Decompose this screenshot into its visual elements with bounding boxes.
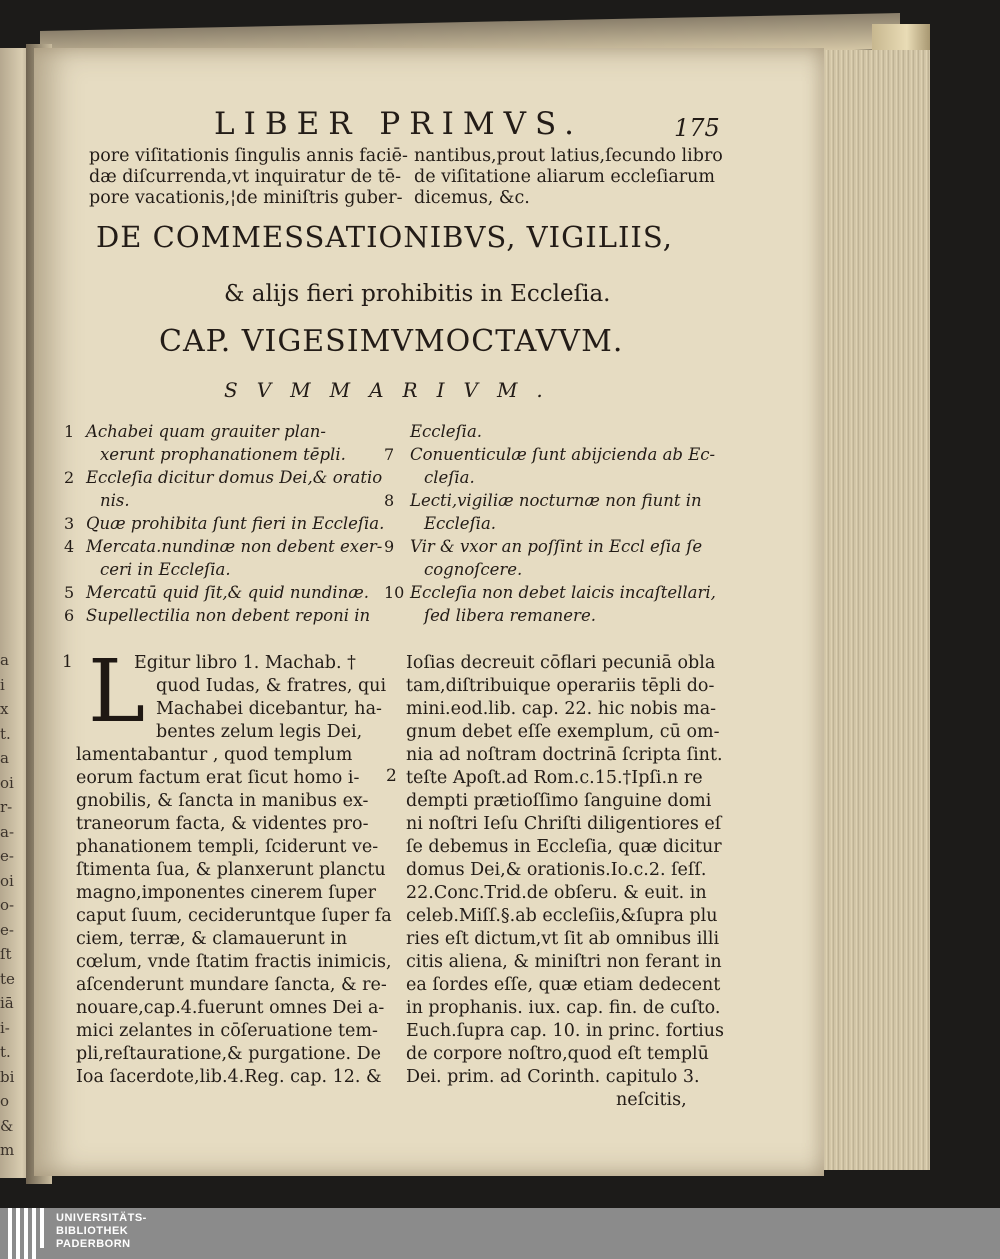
body-text-line: Euch.ſupra cap. 10. in princ. fortius <box>406 1021 724 1041</box>
previous-page-fragment: e- <box>0 847 14 865</box>
previous-page-fragment: r- <box>0 798 13 816</box>
summary-item-number: 9 <box>384 537 395 556</box>
summary-item-text: cleſia. <box>424 468 475 487</box>
body-text-line: domus Dei,& orationis.Io.c.2. ſeſſ. <box>406 860 707 880</box>
previous-page-fragment: i <box>0 675 5 694</box>
summary-item-text: cognoſcere. <box>424 560 523 579</box>
body-text-line: in prophanis. iux. cap. fin. de cuſto. <box>406 998 721 1018</box>
previous-page-fragment: t. <box>0 724 11 743</box>
body-text-line: nia ad noſtram doctrinā ſcripta ſint. <box>406 745 723 765</box>
summary-line <box>384 466 724 489</box>
book-page <box>34 48 824 1176</box>
summary-item-text: Eccleſia. <box>410 422 483 441</box>
body-text-line: mici zelantes in cōſeruatione tem- <box>76 1021 378 1041</box>
previous-page-fragment: ſt <box>0 945 12 963</box>
summary-line <box>384 512 724 535</box>
previous-page-fragment: a <box>0 749 9 767</box>
body-text-line: teſte Apoſt.ad Rom.c.15.†Ipſi.n re <box>406 768 703 788</box>
summary-item-text: Mercatū quid ſit,& quid nundinæ. <box>86 583 369 602</box>
previous-page-fragment: e- <box>0 920 14 939</box>
body-text-line: ries eſt dictum,vt ſit ab omnibus illi <box>406 929 720 949</box>
text-line: dæ diſcurrenda,vt inquiratur de tē- <box>89 167 401 187</box>
body-text-line: bentes zelum legis Dei, <box>156 722 363 742</box>
body-text-line: Dei. prim. ad Corinth. capitulo 3. <box>406 1067 700 1087</box>
summary-line <box>384 489 724 512</box>
previous-page-fragment: m <box>0 1141 15 1159</box>
summary-line <box>384 604 724 627</box>
previous-page-fragment: t. <box>0 1043 11 1061</box>
body-text-line: dempti prætioſſimo ſanguine domi <box>406 791 712 811</box>
summary-item-text: Achabei quam grauiter plan- <box>86 422 326 441</box>
margin-number-right: 2 <box>386 766 397 786</box>
running-head: LIBER PRIMVS. <box>214 106 583 142</box>
previous-page-fragment: & <box>0 1116 14 1135</box>
body-text-line: tam,diſtribuique operariis tēpli do- <box>406 676 715 696</box>
previous-page-fragment: bi <box>0 1067 15 1086</box>
body-text-line: quod Iudas, & fratres, qui <box>156 676 387 696</box>
summary-item-text: nis. <box>100 491 130 510</box>
summary-line <box>64 420 394 443</box>
body-text-line: traneorum facta, & videntes pro- <box>76 814 369 834</box>
summary-line <box>64 558 394 581</box>
body-text-line: lamentabantur , quod templum <box>76 745 353 765</box>
summary-item-number: 4 <box>64 537 75 556</box>
summary-item-text: Eccleſia dicitur domus Dei,& oratio <box>86 468 383 487</box>
summary-left-column <box>64 420 394 627</box>
chapter-title-line2: & alijs fieri prohibitis in Eccleſia. <box>224 281 611 307</box>
summary-line <box>64 466 394 489</box>
margin-number-left: 1 <box>62 652 73 672</box>
previous-page-fragment: o <box>0 1092 10 1110</box>
body-text-line: Egitur libro 1. Machab. † <box>134 653 356 673</box>
text-line: nantibus,prout latius,ſecundo libro <box>414 146 723 166</box>
drop-cap: L <box>88 642 146 742</box>
previous-page-fragment: iā <box>0 994 14 1012</box>
previous-page-fragment: oi <box>0 773 14 792</box>
body-text-line: cœlum, vnde ſtatim fractis inimicis, <box>76 952 392 972</box>
body-text-line: celeb.Miſſ.§.ab eccleſiis,&ſupra plu <box>406 906 718 926</box>
summary-item-number: 1 <box>64 422 75 441</box>
chapter-number: CAP. VIGESIMVMOCTAVVM. <box>159 324 624 359</box>
summary-item-text: Mercata.nundinæ non debent exer- <box>86 537 383 556</box>
body-text-line: 22.Conc.Trid.de obſeru. & euit. in <box>406 883 707 903</box>
body-text-line: citis aliena, & miniſtri non ferant in <box>406 952 722 972</box>
summary-item-text: Lecti,vigiliæ nocturnæ non fiunt in <box>410 491 702 510</box>
summary-item-text: Supellectilia non debent reponi in <box>86 606 371 625</box>
library-footer <box>0 1208 1000 1259</box>
body-text-line: Machabei dicebantur, ha- <box>156 699 382 719</box>
body-text-line: Ioſias decreuit cōflari pecuniā obla <box>406 653 716 673</box>
summary-item-text: ceri in Eccleſia. <box>100 560 231 579</box>
previous-page-fragment: a <box>0 651 9 669</box>
text-line: dicemus, &c. <box>414 188 530 208</box>
previous-page-fragments <box>0 648 14 1163</box>
summary-right-column <box>384 420 724 627</box>
body-right-column <box>406 652 724 1112</box>
previous-page-fragment: te <box>0 969 15 988</box>
summary-item-text: xerunt prophanationem tēpli. <box>100 445 346 464</box>
summary-item-number: 8 <box>384 491 395 510</box>
library-logo-text <box>56 1212 147 1251</box>
summary-line <box>384 420 724 443</box>
body-text-line: pli,reſtauratione,& purgatione. De <box>76 1044 381 1064</box>
summary-line <box>64 443 394 466</box>
body-text-line: gnobilis, & ſancta in manibus ex- <box>76 791 369 811</box>
body-text-line: nouare,cap.4.fuerunt omnes Dei a- <box>76 998 385 1018</box>
body-text-line: gnum debet eſſe exemplum, cū om- <box>406 722 720 742</box>
body-text-line: neſcitis, <box>616 1090 687 1110</box>
body-text-line: ciem, terræ, & clamauerunt in <box>76 929 348 949</box>
chapter-title-line1: DE COMMESSATIONIBVS, VIGILIIS, <box>96 220 673 254</box>
previous-page-fragment: x <box>0 700 9 718</box>
summary-line <box>384 558 724 581</box>
summary-item-number: 3 <box>64 514 75 533</box>
logo-line: BIBLIOTHEK <box>56 1225 129 1237</box>
page-stack-edge <box>810 50 930 1170</box>
body-text-line: phanationem templi, ſciderunt ve- <box>76 837 379 857</box>
summary-line <box>64 489 394 512</box>
intro-left-column <box>89 146 408 209</box>
summary-line <box>384 581 724 604</box>
summary-line <box>384 535 724 558</box>
page-number: 175 <box>674 114 720 142</box>
body-text-line: ea ſordes eſſe, quæ etiam dedecent <box>406 975 721 995</box>
body-text-line: ni noſtri Ieſu Chriſti diligentiores eſ <box>406 814 722 834</box>
summary-line <box>64 604 394 627</box>
intro-right-column <box>414 146 723 209</box>
body-text-line: Ioa ſacerdote,lib.4.Reg. cap. 12. & <box>76 1067 382 1087</box>
summary-line <box>64 581 394 604</box>
summary-item-text: ſed libera remanere. <box>424 606 596 625</box>
summary-line <box>384 443 724 466</box>
text-line: de viſitatione aliarum eccleſiarum <box>414 167 716 187</box>
summary-item-text: Eccleſia non debet laicis incaſtellari, <box>410 583 716 602</box>
summary-line <box>64 535 394 558</box>
summary-item-text: Vir & vxor an poſſint in Eccl eſia ſe <box>410 537 703 556</box>
text-line: pore viſitationis ſingulis annis faciē- <box>89 146 408 166</box>
summary-item-number: 5 <box>64 583 75 602</box>
summary-item-text: Eccleſia. <box>424 514 497 533</box>
body-text-line: ſe debemus in Eccleſia, quæ dicitur <box>406 837 722 857</box>
body-text-line: caput ſuum, cecideruntque ſuper fa <box>76 906 392 926</box>
summary-item-number: 7 <box>384 445 395 464</box>
body-left-column <box>76 642 392 1089</box>
body-text-line: aſcenderunt mundare ſancta, & re- <box>76 975 387 995</box>
summary-item-text: Quæ prohibita ſunt fieri in Eccleſia. <box>86 514 385 533</box>
previous-page-fragment: i- <box>0 1018 10 1037</box>
body-text-line: de corpore noſtro,quod eſt templū <box>406 1044 709 1064</box>
summary-item-number: 2 <box>64 468 75 487</box>
body-text-line: mini.eod.lib. cap. 22. hic nobis ma- <box>406 699 717 719</box>
body-text-line: ſtimenta ſua, & planxerunt planctu <box>76 860 386 880</box>
body-text-line: magno,imponentes cinerem ſuper <box>76 883 376 903</box>
summary-item-number: 10 <box>384 583 405 602</box>
summary-line <box>64 512 394 535</box>
summary-item-text: Conuenticulæ ſunt abijcienda ab Ec- <box>410 445 716 464</box>
text-line: pore vacationis,¦de miniſtris guber- <box>89 188 403 208</box>
previous-page-fragment: a- <box>0 822 15 841</box>
previous-page-fragment: o- <box>0 896 15 914</box>
summarium-heading: SVMMARIVM. <box>224 378 562 402</box>
previous-page-fragment: oi <box>0 871 14 890</box>
body-text-line: eorum factum erat ſicut homo i- <box>76 768 360 788</box>
logo-line: UNIVERSITÄTS- <box>56 1212 147 1224</box>
summary-item-number: 6 <box>64 606 75 625</box>
logo-line: PADERBORN <box>56 1238 131 1250</box>
